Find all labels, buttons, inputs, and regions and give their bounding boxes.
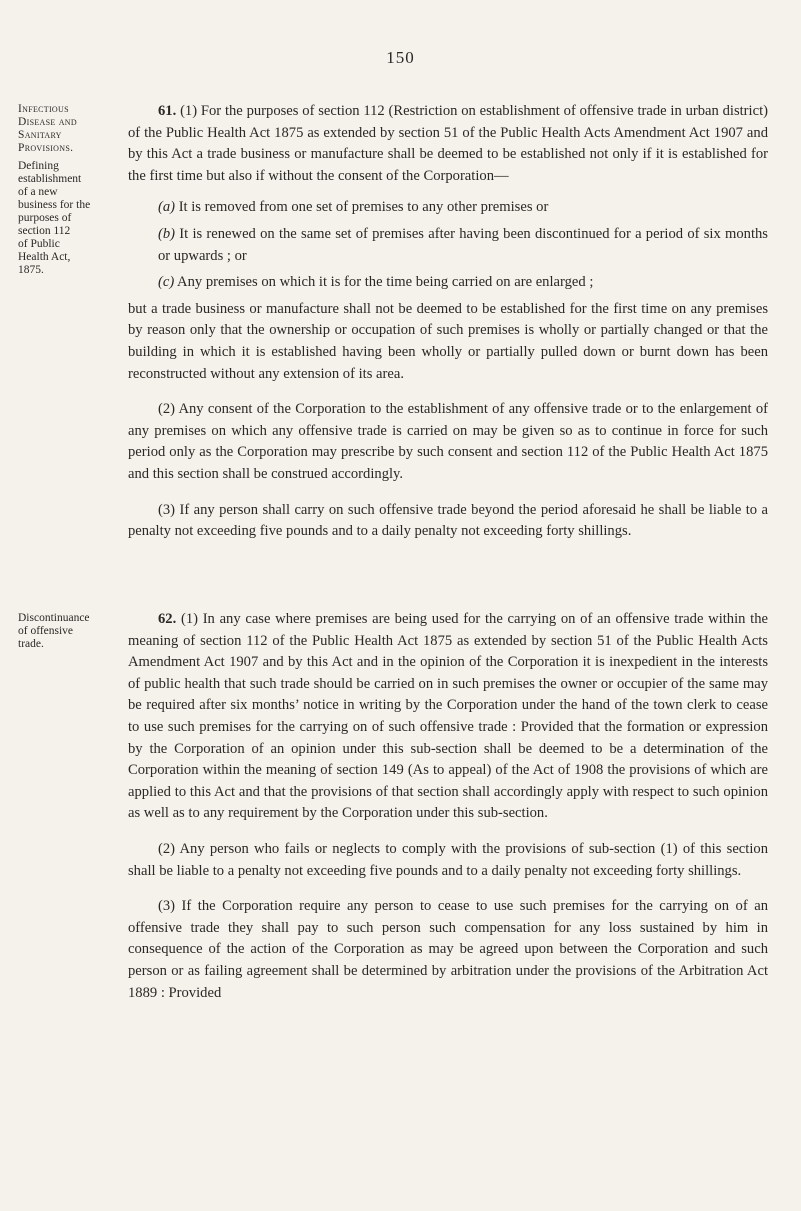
section-61: [128, 101, 768, 553]
clause-label: (c): [158, 274, 175, 291]
section-62-paragraph-2: (2) Any person who fails or neglects to comply with the provisions of sub-section (1) of this section shall be liable to a penalty not exceeding five pounds and to a daily penalty not exceeding forty shillings.: [128, 840, 768, 879]
margin-note-defining: [18, 160, 118, 277]
clause-text: It is renewed on the same set of premises after having been discontinued for a period of six months or upwards ; or: [158, 225, 768, 264]
section-61-continuation: but a trade business or manufacture shall not be deemed to be established for the first time on any premises by reason only that the ownership or occupation of such premises is wholly or partially changed or that the building in which it is established having been wholly or partially pulled down or burnt down has been reconstructed without any extension of its area.: [128, 300, 768, 382]
margin-line: Health Act,: [18, 251, 71, 263]
clause-label: (b): [158, 225, 176, 242]
margin-line: 1875.: [18, 264, 44, 276]
margin-line: Disease and: [18, 116, 77, 128]
margin-line: Discontinuance: [18, 612, 90, 624]
clause-text: It is removed from one set of premises to any other premises or: [178, 199, 549, 216]
clause-c: [128, 272, 768, 294]
section-62-paragraph-1: [128, 609, 768, 825]
margin-line: of offensive: [18, 625, 74, 637]
margin-line: of Public: [18, 238, 60, 250]
margin-line: Sanitary: [18, 129, 62, 141]
paragraph-text: (1) In any case where premises are being used for the carrying on of an offensive trade within the meaning of section 112 of the Public Health Act 1875 as extended by section 51 of the Public Health Acts Amendment Act 1907 and by this Act and in the opinion of the Corporation it is inexpedient in the interests of public health that such trade should be carried on in such premises the owner or occupier of the same may be required after six months’ notice in writing by the Corporation under the hand of the town clerk to cease to use such premises for the carrying on of such offensive trade : Provided that the formation or expression by the Corporation of an opinion under this sub-section shall be deemed to be a determination of the Corporation within the meaning of section 149 (As to appeal) of the Act of 1908 the provisions of which are applied to this Act and that the provisions of that section shall accordingly apply with respect to such opinion as well as to any requirement by the Corporation under this sub-section.: [128, 611, 768, 822]
clause-a: [128, 197, 768, 219]
margin-note-running-head: [18, 103, 118, 155]
section-number: 61.: [158, 103, 177, 119]
margin-line: section 112: [18, 225, 71, 237]
section-61-paragraph-3: (3) If any person shall carry on such offensive trade beyond the period aforesaid he shall be liable to a penalty not exceeding five pounds and to a daily penalty not exceeding forty shillings.: [128, 501, 768, 540]
clause-text: Any premises on which it is for the time being carried on are enlarged ;: [177, 274, 594, 291]
margin-line: purposes of: [18, 212, 72, 224]
clause-label: (a): [158, 199, 176, 216]
section-61-paragraph-2: (2) Any consent of the Corporation to the establishment of any offensive trade or to the enlargement of any premises on which any offensive trade is carried on may be given so as to continue in force for such period only as the Corporation may prescribe by such consent and section 112 of the Public Health Act 1875 and this section shall be construed accordingly.: [128, 401, 768, 482]
margin-note-discontinuance: [18, 612, 118, 651]
section-62-paragraph-3: (3) If the Corporation require any person to cease to use such premises for the carrying on of an offensive trade they shall pay to such person such compensation for any loss sustained by him in consequence of the action of the Corporation as may be agreed upon between the Corporation and such person or as failing agreement shall be determined by arbitration under the provisions of the Arbitration Act 1889 : Provided: [128, 898, 768, 1001]
section-number: 62.: [158, 611, 177, 627]
margin-line: business for the: [18, 199, 91, 211]
margin-line: Infectious: [18, 103, 69, 115]
margin-line: of a new: [18, 186, 58, 198]
section-61-paragraph-1: [128, 101, 768, 187]
clause-b: [128, 224, 768, 267]
margin-line: trade.: [18, 638, 44, 650]
page-number: 150: [386, 48, 415, 67]
margin-line: establishment: [18, 173, 82, 185]
section-62: [128, 609, 768, 1014]
margin-line: Defining: [18, 160, 59, 172]
paragraph-text: (1) For the purposes of section 112 (Restriction on establishment of offensive trade in urban district) of the Public Health Act 1875 as extended by section 51 of the Public Health Acts Amendment Act 1907 and by this Act a trade business or manufacture shall be deemed to be established not only if it is established for the first time but also if without the consent of the Corporation—: [128, 103, 768, 184]
margin-line: Provisions.: [18, 142, 74, 154]
